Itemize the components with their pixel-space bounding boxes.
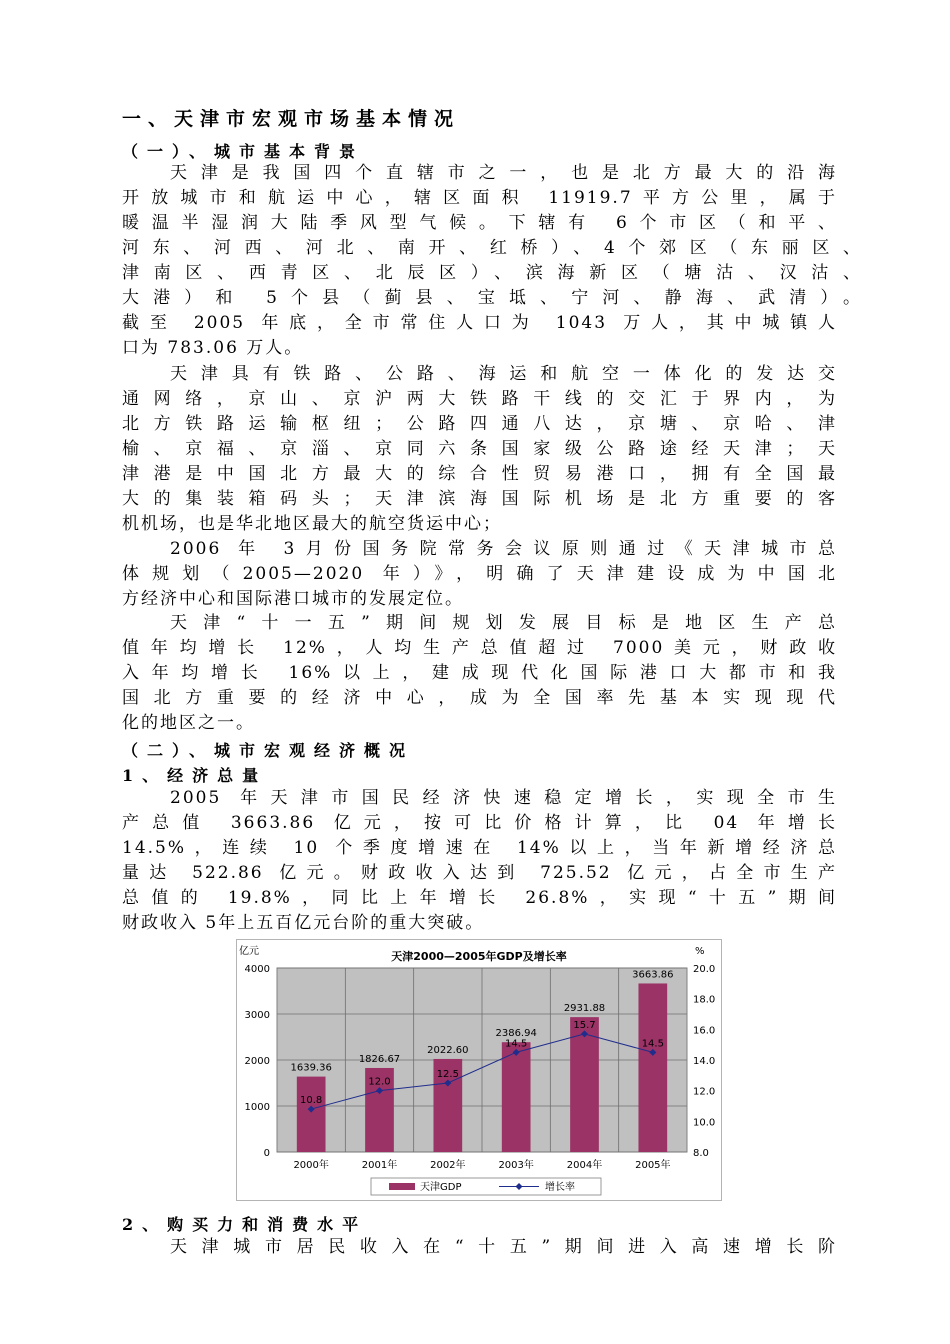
y-left-tick-label: 2000 (244, 1056, 270, 1067)
y-right-tick-label: 20.0 (693, 964, 716, 975)
text-line: 财政收入 5年上五百亿元台阶的重大突破。 (122, 913, 485, 933)
y-right-tick-label: 14.0 (693, 1056, 716, 1067)
gdp-chart (236, 939, 722, 1201)
y-right-tick-label: 8.0 (693, 1148, 709, 1159)
section2-title: （二）、城市宏观经济概况 (122, 741, 415, 760)
text-line: 体规划（2005—2020 年）》，明确了天津建设成为中国北 (122, 564, 837, 584)
text-line: 方经济中心和国际港口城市的发展定位。 (122, 589, 464, 609)
text-line: 榆、京福、京淄、京同六条国家级公路途经天津；天 (122, 439, 837, 459)
gdp-bar-label: 2386.94 (495, 1028, 537, 1040)
text-line: 14.5%，连续 10 个季度增速在 14%以上，当年新增经济总 (122, 838, 837, 858)
y-left-tick-label: 3000 (244, 1010, 270, 1021)
growth-rate-label: 10.8 (300, 1095, 323, 1107)
subsection-1-title: 1、经济总量 (122, 766, 268, 785)
paragraph-3 (122, 537, 837, 612)
y-right-tick-label: 10.0 (693, 1117, 716, 1129)
y-left-tick-label: 4000 (244, 964, 270, 975)
text-line: 入年均增长 16%以上，建成现代化国际港口大都市和我 (122, 663, 837, 683)
paragraph-4 (122, 611, 837, 736)
section1-title: （一）、城市基本背景 (122, 142, 365, 161)
gdp-bar-label: 3663.86 (632, 969, 674, 981)
growth-rate-label: 12.5 (436, 1069, 459, 1080)
y-left-tick-label: 1000 (244, 1102, 270, 1113)
gdp-bar (502, 1042, 531, 1152)
growth-rate-label: 14.5 (505, 1038, 528, 1050)
text-line: 机机场，也是华北地区最大的航空货运中心； (122, 514, 502, 534)
text-line: 截至 2005 年底，全市常住人口为 1043 万人，其中城镇人 (122, 313, 837, 333)
text-line: 量达 522.86 亿元。财政收入达到 725.52 亿元，占全市生产 (122, 863, 837, 883)
text-line: 暖温半湿润大陆季风型气候。下辖有 6个市区（和平、 (122, 213, 837, 233)
y-right-tick-label: 12.0 (693, 1086, 716, 1098)
text-line: 2006 年 3月份国务院常务会议原则通过《天津城市总 (170, 539, 837, 559)
text-line: 大港）和 5个县（蓟县、宝坻、宁河、静海、武清）。 (122, 288, 862, 308)
paragraph-6 (122, 1235, 837, 1260)
text-line: 国北方重要的经济中心，成为全国率先基本实现现代 (122, 688, 837, 708)
subsection-2-title: 2、购买力和消费水平 (122, 1215, 368, 1234)
y-left-unit-label: 亿元 (239, 946, 259, 957)
gdp-bar-label: 2931.88 (563, 1003, 606, 1015)
text-line: 北方铁路运输枢纽；公路四通八达，京塘、京哈、津 (122, 414, 837, 434)
paragraph-2 (122, 362, 837, 537)
growth-rate-label: 12.0 (368, 1076, 391, 1088)
x-tick-label: 2005年 (635, 1160, 671, 1171)
text-line: 天津城市居民收入在“十五”期间进入高速增长阶 (170, 1237, 837, 1257)
gdp-bar-label: 1639.36 (290, 1062, 332, 1074)
main-heading: 一、天津市宏观市场基本情况 (122, 108, 461, 130)
text-line: 河东、河西、河北、南开、红桥）、4个郊区（东丽区、 (122, 238, 862, 258)
text-line: 值年均增长 12%，人均生产总值超过 7000美元，财政收 (122, 638, 837, 658)
y-right-unit-label: % (695, 946, 705, 957)
text-line: 产总值 3663.86 亿元，按可比价格计算，比 04 年增长 (122, 813, 837, 833)
text-line: 总值的 19.8%，同比上年增长 26.8%，实现“十五”期间 (122, 888, 837, 908)
gdp-bar-label: 1826.67 (358, 1053, 401, 1065)
x-tick-label: 2000年 (293, 1160, 329, 1171)
text-line: 2005 年天津市国民经济快速稳定增长，实现全市生 (170, 788, 837, 808)
paragraph-5 (122, 786, 837, 936)
text-line: 津港是中国北方最大的综合性贸易港口，拥有全国最 (122, 464, 837, 484)
gdp-bar-label: 2022.60 (427, 1044, 469, 1056)
gdp-bar (297, 1077, 326, 1152)
text-line: 天津是我国四个直辖市之一，也是北方最大的沿海 (170, 163, 837, 183)
y-right-tick-label: 16.0 (693, 1025, 716, 1037)
y-left-tick-label: 0 (263, 1148, 270, 1159)
paragraph-1 (122, 161, 862, 361)
legend-label-rate: 增长率 (545, 1182, 575, 1193)
y-right-tick-label: 18.0 (693, 994, 716, 1006)
x-tick-label: 2003年 (498, 1160, 534, 1171)
growth-rate-label: 14.5 (641, 1038, 664, 1050)
text-line: 大的集装箱码头；天津滨海国际机场是北方重要的客 (122, 489, 837, 509)
x-tick-label: 2002年 (430, 1160, 466, 1171)
gdp-chart-svg (237, 940, 721, 1200)
text-line: 口为 783.06 万人。 (122, 338, 304, 358)
legend-swatch-gdp (389, 1183, 415, 1190)
x-tick-label: 2001年 (361, 1160, 398, 1171)
text-line: 津南区、西青区、北辰区）、滨海新区（塘沽、汉沽、 (122, 263, 862, 283)
legend-label-gdp: 天津GDP (420, 1182, 462, 1193)
text-line: 开放城市和航运中心，辖区面积 11919.7平方公里，属于 (122, 188, 837, 208)
text-line: 天津“十一五”期间规划发展目标是地区生产总 (170, 613, 837, 633)
x-tick-label: 2004年 (566, 1160, 603, 1171)
text-line: 化的地区之一。 (122, 713, 255, 733)
gdp-bar (638, 983, 667, 1152)
growth-rate-label: 15.7 (573, 1019, 596, 1031)
text-line: 天津具有铁路、公路、海运和航空一体化的发达交 (170, 364, 837, 384)
chart-title: 天津2000—2005年GDP及增长率 (391, 950, 567, 963)
text-line: 通网络，京山、京沪两大铁路干线的交汇于界内，为 (122, 389, 837, 409)
